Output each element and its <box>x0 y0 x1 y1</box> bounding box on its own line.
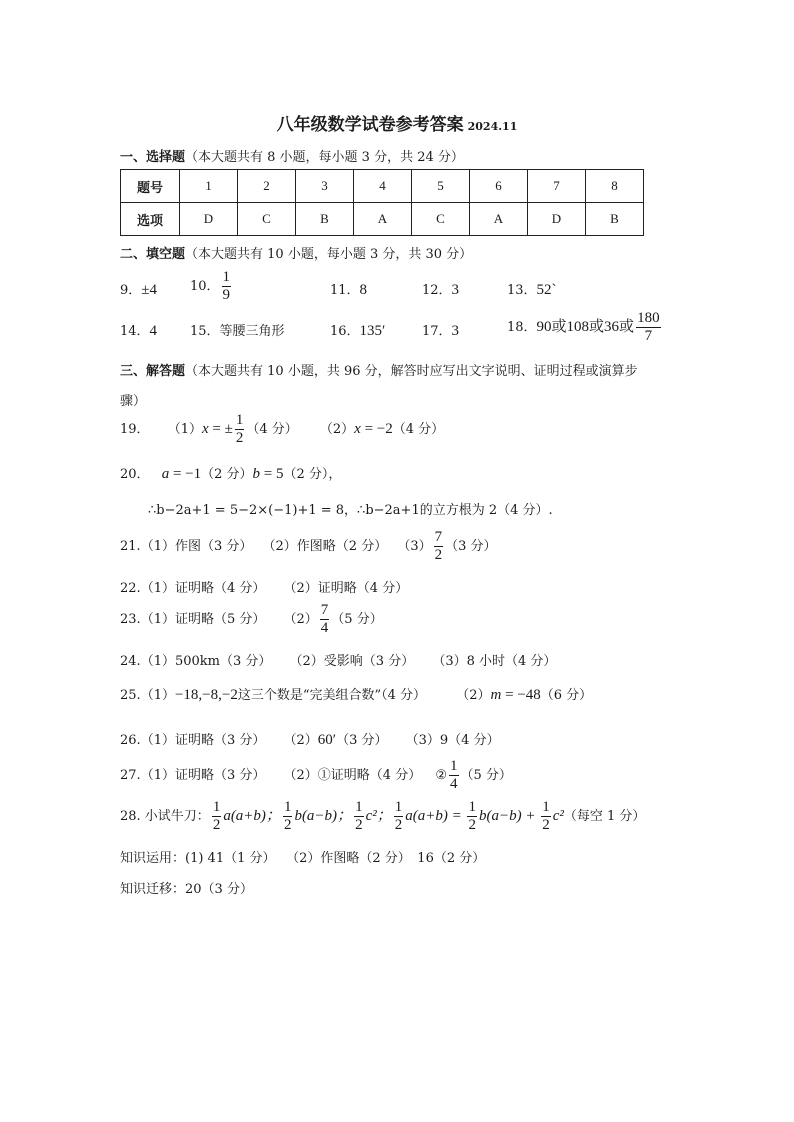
numerator: 1 <box>468 799 476 815</box>
score: （2 分） <box>201 467 253 482</box>
fraction <box>636 311 661 344</box>
answer-q26 <box>120 729 500 749</box>
q-num: 25. <box>120 688 141 703</box>
math-expr: a(a+b) = <box>405 808 466 824</box>
table-cell: 3 <box>296 170 354 203</box>
numerator: 180 <box>637 310 660 326</box>
answer-q19 <box>120 413 444 446</box>
section1-note: （本大题共有 8 小题，每小题 3 分，共 24 分） <box>185 150 464 165</box>
part-text: （1）证明略（3 分） <box>140 768 266 783</box>
denominator: 2 <box>468 817 476 833</box>
table-cell: 4 <box>354 170 412 203</box>
q-answer: 等腰三角形 <box>219 324 285 339</box>
fraction <box>541 800 551 833</box>
fraction <box>449 759 459 792</box>
fraction <box>320 603 330 636</box>
table-cell: 2 <box>238 170 296 203</box>
denominator: 2 <box>355 817 363 833</box>
score: （4 分） <box>246 422 298 437</box>
answer-q20-line2: ∴b−2a+1 = 5−2×(−1)+1 = 8，∴b−2a+1的立方根为 2（4 分）. <box>148 503 553 518</box>
knowledge-application: 知识运用：(1) 41（1 分） （2）作图略（2 分） 16（2 分） <box>120 851 486 866</box>
section2-heading <box>120 243 472 262</box>
fraction <box>222 270 232 303</box>
math-eq: = −48 <box>501 687 541 703</box>
score: （5 分） <box>331 612 383 627</box>
score: （每空 1 分） <box>563 809 646 824</box>
section3-heading <box>120 360 638 379</box>
math-var: b <box>252 466 261 482</box>
fraction <box>212 800 222 833</box>
numerator: 7 <box>434 529 443 545</box>
q-num: 11． <box>330 283 360 298</box>
q-num: 9． <box>120 283 142 298</box>
q-num: 22. <box>120 581 141 596</box>
q-num: 12． <box>422 283 452 298</box>
q-num: 28. 小试牛刀： <box>120 809 210 824</box>
q-num: 20． <box>120 467 150 482</box>
q-num: 13． <box>507 283 537 298</box>
math-expr: c² <box>552 808 564 824</box>
q-num: 15． <box>190 324 220 339</box>
answer-q13 <box>507 279 557 299</box>
denominator: 2 <box>235 430 244 446</box>
answer-q9 <box>120 279 157 299</box>
q-num: 27. <box>120 768 141 783</box>
denominator: 9 <box>222 287 231 303</box>
part-text: （3）9（4 分） <box>405 733 500 748</box>
answer-q21 <box>120 530 497 563</box>
table-cell: D <box>180 203 238 236</box>
title-date: 2024.11 <box>467 120 518 133</box>
numerator: 1 <box>222 269 231 285</box>
q-answer: 4 <box>149 323 158 339</box>
table-cell: B <box>296 203 354 236</box>
denominator: 2 <box>542 817 550 833</box>
numerator: 1 <box>212 799 221 815</box>
fraction <box>283 800 293 833</box>
answer-q22 <box>120 577 408 596</box>
q-answer: 8 <box>359 282 368 298</box>
page-title <box>0 110 794 135</box>
denominator: 2 <box>283 817 292 833</box>
part-label: （1） <box>167 422 202 437</box>
section3-note: （本大题共有 10 小题，共 96 分，解答时应写出文字说明、证明过程或演算步 <box>185 364 638 379</box>
math-var: x <box>354 421 361 437</box>
table-header-answer: 选项 <box>121 203 180 236</box>
section2-title: 二、填空题 <box>120 247 186 262</box>
math-expr: 60′ <box>317 732 337 748</box>
part-text: 这三个数是“完美组合数”（4 分） <box>237 688 427 703</box>
answer-q11 <box>330 279 367 299</box>
q-num: 14． <box>120 324 150 339</box>
numerator: 1 <box>450 758 458 774</box>
part-label: （3） <box>397 539 432 554</box>
answer-q15 <box>190 320 285 339</box>
q-num: 23. <box>120 612 141 627</box>
title-text: 八年级数学试卷参考答案 <box>276 115 464 135</box>
fraction <box>467 800 477 833</box>
answer-q20 <box>120 463 341 483</box>
q-num: 10． <box>190 279 220 294</box>
table-cell: D <box>528 203 586 236</box>
table-row-questions <box>121 170 644 203</box>
table-cell: C <box>238 203 296 236</box>
answer-q25 <box>120 684 592 704</box>
part-label: （1） <box>140 688 175 703</box>
answer-table <box>120 169 644 236</box>
answer-q27 <box>120 759 512 792</box>
table-cell: 5 <box>412 170 470 203</box>
math-eq: = −1 <box>169 466 202 482</box>
part-text: （1）作图（3 分） <box>140 539 253 554</box>
denominator: 2 <box>434 547 443 563</box>
math-expr: a(a+b)； <box>223 808 281 824</box>
math-expr: c²； <box>365 808 392 824</box>
q-num: 26. <box>120 733 141 748</box>
math-var: m <box>490 687 502 703</box>
table-cell: 7 <box>528 170 586 203</box>
answer-q16 <box>330 320 385 340</box>
section3-title: 三、解答题 <box>120 364 186 379</box>
math-eq: = 5 <box>260 466 284 482</box>
answer-q18 <box>507 311 663 344</box>
table-cell: A <box>470 203 528 236</box>
knowledge-transfer: 知识迁移：20（3 分） <box>120 882 253 897</box>
answer-q14 <box>120 320 157 340</box>
score: （3 分） <box>336 733 388 748</box>
math-expr: b(a−b)； <box>294 808 353 824</box>
q-num: 24. <box>120 654 141 669</box>
q-num: 21. <box>120 539 141 554</box>
section3-note-cont: 骤） <box>120 394 147 409</box>
part-text: （1）证明略（5 分） <box>140 612 266 627</box>
denominator: 7 <box>644 328 653 344</box>
answer-q24 <box>120 650 556 669</box>
table-cell: 1 <box>180 170 238 203</box>
part-label: （2） <box>283 733 318 748</box>
part-text: （2）受影响（3 分） <box>289 654 415 669</box>
table-cell: 6 <box>470 170 528 203</box>
numerator: 1 <box>355 799 363 815</box>
table-cell: B <box>586 203 644 236</box>
table-header-question: 题号 <box>121 170 180 203</box>
math-eq: = −2 <box>360 421 393 437</box>
numerator: 1 <box>542 799 550 815</box>
q-answer: 52` <box>536 282 557 298</box>
q-answer: 3 <box>451 282 460 298</box>
q-num: 17． <box>422 324 452 339</box>
part-text: （3）8 小时（4 分） <box>432 654 557 669</box>
table-cell: C <box>412 203 470 236</box>
section1-heading <box>120 146 464 165</box>
part-text: （1）证明略（4 分） <box>140 581 266 596</box>
math-var: x <box>201 421 209 437</box>
section2-note: （本大题共有 10 小题，每小题 3 分，共 30 分） <box>185 247 473 262</box>
answer-q28 <box>120 800 645 833</box>
part-text: （2）作图略（2 分） <box>262 539 388 554</box>
score: （3 分） <box>445 539 497 554</box>
answer-q10 <box>190 270 233 303</box>
table-cell: 8 <box>586 170 644 203</box>
fraction <box>354 800 364 833</box>
q-answer: 90或108或36或 <box>536 319 635 335</box>
numerator: 1 <box>283 799 292 815</box>
numerator: 1 <box>394 799 403 815</box>
fraction <box>434 530 444 563</box>
part-text: （1）证明略（3 分） <box>140 733 266 748</box>
part-label: （2） <box>283 612 318 627</box>
denominator: 4 <box>450 776 458 792</box>
math-eq: = ± <box>208 421 233 437</box>
part-label: （2） <box>319 422 355 437</box>
part-text: （2）①证明略（4 分） <box>283 768 422 783</box>
q-answer: 3 <box>451 323 460 339</box>
denominator: 2 <box>212 817 221 833</box>
part-text: （2）证明略（4 分） <box>283 581 409 596</box>
math-var: a <box>161 466 170 482</box>
score: （5 分） <box>460 768 512 783</box>
fraction <box>235 413 245 446</box>
part-label: （2） <box>456 688 491 703</box>
answer-q12 <box>422 279 459 299</box>
score: （4 分） <box>392 422 445 437</box>
math-expr: b(a−b) + <box>478 808 540 824</box>
score: （6 分） <box>540 688 593 703</box>
denominator: 2 <box>394 817 403 833</box>
table-cell: A <box>354 203 412 236</box>
math-expr: −18,−8,−2 <box>174 687 238 703</box>
score: （2 分）， <box>283 467 342 482</box>
part-text: （1）500km（3 分） <box>140 654 272 669</box>
answer-q23 <box>120 603 383 636</box>
q-num: 16． <box>330 324 360 339</box>
fraction <box>394 800 404 833</box>
q-num: 18． <box>507 320 537 335</box>
q-num: 19． <box>120 422 150 437</box>
denominator: 4 <box>320 620 329 636</box>
section1-title: 一、选择题 <box>120 150 186 165</box>
part-label: ② <box>435 768 447 783</box>
answer-q17 <box>422 320 459 340</box>
numerator: 1 <box>235 412 244 428</box>
table-row-answers <box>121 203 644 236</box>
numerator: 7 <box>320 602 329 618</box>
q-answer: ±4 <box>141 282 158 298</box>
q-answer: 135′ <box>359 323 386 339</box>
